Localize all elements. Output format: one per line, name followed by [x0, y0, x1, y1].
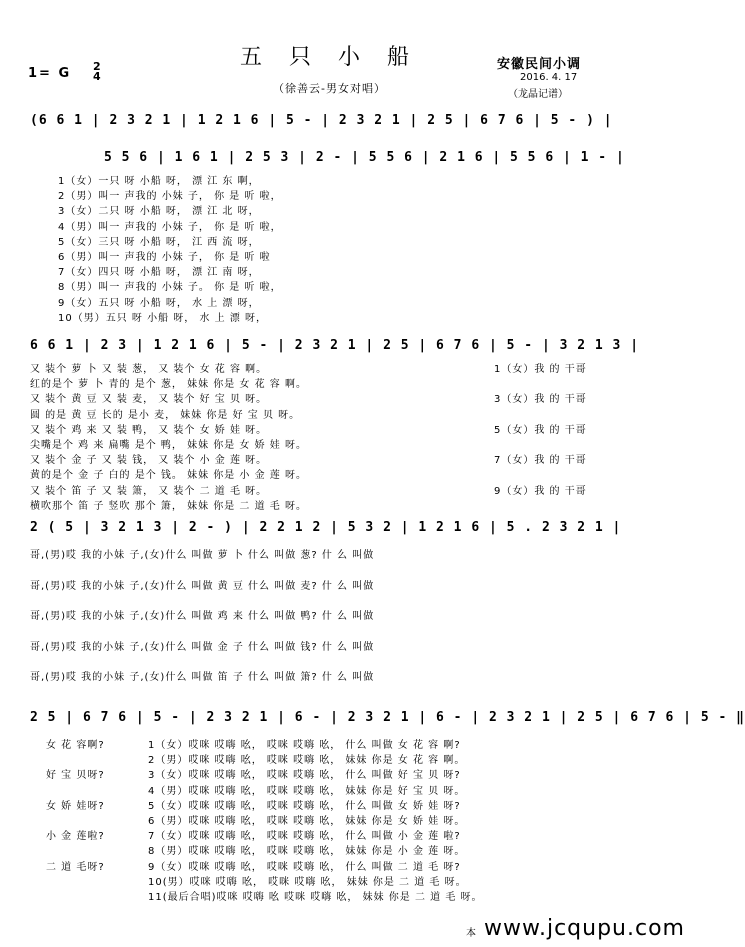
dialog-lyric-line: 哥,(男)哎 我的小妹 子,(女)什么 叫做 金 子 什么 叫做 钱? 什 么 叫做 [30, 641, 375, 653]
final-left-lyric-line: 女 花 容啊? [46, 740, 105, 751]
verse-lyric-line: 3（女）二只 呀 小船 呀， 漂 江 北 呀， [58, 206, 260, 218]
final-lyric-line: 1（女）哎咪 哎嗨 吆， 哎咪 哎嗨 吆， 什么 叫做 女 花 容 啊? [148, 740, 461, 751]
dialog-lyric-line: 哥,(男)哎 我的小妹 子,(女)什么 叫做 笛 子 什么 叫做 箫? 什 么 叫做 [30, 672, 375, 683]
chorus-lyric-line: 圆 的是 黄 豆 长的 是小 麦， 妹妹 你是 好 宝 贝 呀。 [30, 409, 301, 421]
final-left-lyric-line: 二 道 毛呀? [46, 861, 105, 873]
verse-lyric-line: 5（女）三只 呀 小船 呀， 江 西 流 呀， [58, 236, 260, 248]
final-left-lyric-line: 好 宝 贝呀? [46, 770, 105, 782]
time-signature-top: 2 [93, 60, 101, 73]
chorus-lyric-line: 又 装个 黄 豆 又 装 麦， 又 装个 好 宝 贝 呀。 [30, 394, 268, 406]
final-lyric-line: 11(最后合唱)哎咪 哎嗨 吆 哎咪 哎嗨 吆， 妹妹 你是 二 道 毛 呀。 [148, 892, 483, 903]
chorus-lyric-line: 又 装个 金 子 又 装 钱， 又 装个 小 金 莲 呀。 [30, 455, 268, 467]
dialog-lyric-line: 哥,(男)哎 我的小妹 子,(女)什么 叫做 萝 卜 什么 叫做 葱? 什 么 叫做 [30, 550, 375, 561]
chorus-lyric-line: 红的是个 萝 卜 青的 是个 葱， 妹妹 你是 女 花 容 啊。 [30, 379, 307, 391]
time-signature [93, 62, 101, 82]
final-lyric-line: 3（女）哎咪 哎嗨 吆， 哎咪 哎嗨 吆， 什么 叫做 好 宝 贝 呀? [148, 770, 461, 782]
final-lyric-line: 5（女）哎咪 哎嗨 吆， 哎咪 哎嗨 吆， 什么 叫做 女 娇 娃 呀? [148, 800, 461, 812]
final-lyric-line: 2（男）哎咪 哎嗨 吆， 哎咪 哎嗨 吆， 妹妹 你是 女 花 容 啊。 [148, 755, 466, 767]
final-lyric-line: 9（女）哎咪 哎嗨 吆， 哎咪 哎嗨 吆， 什么 叫做 二 道 毛 呀? [148, 861, 461, 873]
song-subtitle: （徐善云-男女对唱） [273, 82, 386, 95]
final-lyric-line: 10(男）哎咪 哎嗨 吆， 哎咪 哎嗨 吆， 妹妹 你是 二 道 毛 呀。 [148, 876, 467, 888]
dialog-notes: 2 ( 5 | 3 2 1 3 | 2 - ) | 2 2 1 2 | 5 3 2 | 1 2 1 6 | 5 . 2 3 2 1 | [30, 520, 622, 535]
chorus-side-lyric-line: 7（女）我 的 干哥 [494, 455, 587, 467]
key-signature: 1= G [28, 66, 72, 81]
verse-lyric-line: 10（男）五只 呀 小船 呀， 水 上 漂 呀， [58, 312, 267, 324]
chorus-lyric-line: 又 装个 笛 子 又 装 箫， 又 装个 二 道 毛 呀。 [30, 485, 268, 497]
date-label: 2016. 4. 17 [520, 72, 578, 83]
dialog-lyric-line: 哥,(男)哎 我的小妹 子,(女)什么 叫做 鸡 来 什么 叫做 鸭? 什 么 叫做 [30, 611, 375, 622]
verse-lyric-line: 1（女）一只 呀 小船 呀， 漂 江 东 啊， [58, 176, 260, 187]
final-lyric-line: 7（女）哎咪 哎嗨 吆， 哎咪 哎嗨 吆， 什么 叫做 小 金 莲 啦? [148, 831, 461, 843]
chorus-side-lyric-line: 1（女）我 的 干哥 [494, 364, 587, 375]
chorus-lyric-line: 尖嘴是个 鸡 来 扁嘴 是个 鸭， 妹妹 你是 女 娇 娃 呀。 [30, 440, 307, 451]
verse-lyric-line: 6（男）叫一 声我的 小妹 子， 你 是 听 啦 [58, 252, 271, 263]
final-left-lyric-line: 小 金 莲啦? [46, 831, 105, 843]
verse-lyric-line: 8（男）叫一 声我的 小妹 子。 你 是 听 啦， [58, 282, 282, 294]
verse-lyric-line: 9（女）五只 呀 小船 呀， 水 上 漂 呀， [58, 297, 260, 309]
genre-label: 安徽民间小调 [497, 57, 582, 72]
time-signature-bottom: 4 [93, 70, 101, 83]
chorus-side-lyric-line: 9（女）我 的 干哥 [494, 485, 587, 497]
chorus-lyric-line: 又 装个 萝 卜 又 装 葱， 又 装个 女 花 容 啊。 [30, 364, 268, 375]
final-lyric-line: 6（男）哎咪 哎嗨 吆， 哎咪 哎嗨 吆， 妹妹 你是 女 娇 娃 呀。 [148, 816, 466, 827]
final-lyric-line: 4（男）哎咪 哎嗨 吆， 哎咪 哎嗨 吆， 妹妹 你是 好 宝 贝 呀。 [148, 785, 466, 797]
verse-lyric-line: 2（男）叫一 声我的 小妹 子， 你 是 听 啦， [58, 191, 282, 203]
intro-notes: (6 6 1 | 2 3 2 1 | 1 2 1 6 | 5 - | 2 3 2 1 | 2 5 | 6 7 6 | 5 - ) | [30, 113, 613, 128]
final-notes: 2 5 | 6 7 6 | 5 - | 2 3 2 1 | 6 - | 2 3 2 1 | 6 - | 2 3 2 1 | 2 5 | 6 7 6 | 5 - ‖ [30, 710, 745, 725]
chorus-side-lyric-line: 3（女）我 的 干哥 [494, 394, 587, 406]
chorus-lyric-line: 横吹那个 笛 子 竖吹 那个 箫， 妹妹 你是 二 道 毛 呀。 [30, 500, 307, 512]
verse-lyric-line: 4（男）叫一 声我的 小妹 子， 你 是 听 啦， [58, 221, 282, 233]
scribe-label: （龙晶记谱） [508, 89, 568, 100]
watermark-prefix: 本 [466, 928, 476, 939]
final-lyric-line: 8（男）哎咪 哎嗨 吆， 哎咪 哎嗨 吆， 妹妹 你是 小 金 莲 呀。 [148, 846, 466, 858]
dialog-lyric-line: 哥,(男)哎 我的小妹 子,(女)什么 叫做 黄 豆 什么 叫做 麦? 什 么 叫做 [30, 580, 375, 592]
chorus-notes: 6 6 1 | 2 3 | 1 2 1 6 | 5 - | 2 3 2 1 | 2 5 | 6 7 6 | 5 - | 3 2 1 3 | [30, 338, 640, 353]
watermark: www.jcqupu.com [484, 916, 685, 941]
verse-notes: 5 5 6 | 1 6 1 | 2 5 3 | 2 - | 5 5 6 | 2 1 6 | 5 5 6 | 1 - | [104, 150, 625, 165]
chorus-lyric-line: 黄的是个 金 子 白的 是个 钱。 妹妹 你是 小 金 莲 呀。 [30, 470, 307, 482]
verse-lyric-line: 7（女）四只 呀 小船 呀， 漂 江 南 呀， [58, 267, 260, 279]
chorus-lyric-line: 又 装个 鸡 来 又 装 鸭， 又 装个 女 娇 娃 呀。 [30, 424, 268, 436]
song-title: 五 只 小 船 [240, 45, 419, 70]
chorus-side-lyric-line: 5（女）我 的 干哥 [494, 424, 587, 436]
final-left-lyric-line: 女 娇 娃呀? [46, 800, 105, 812]
